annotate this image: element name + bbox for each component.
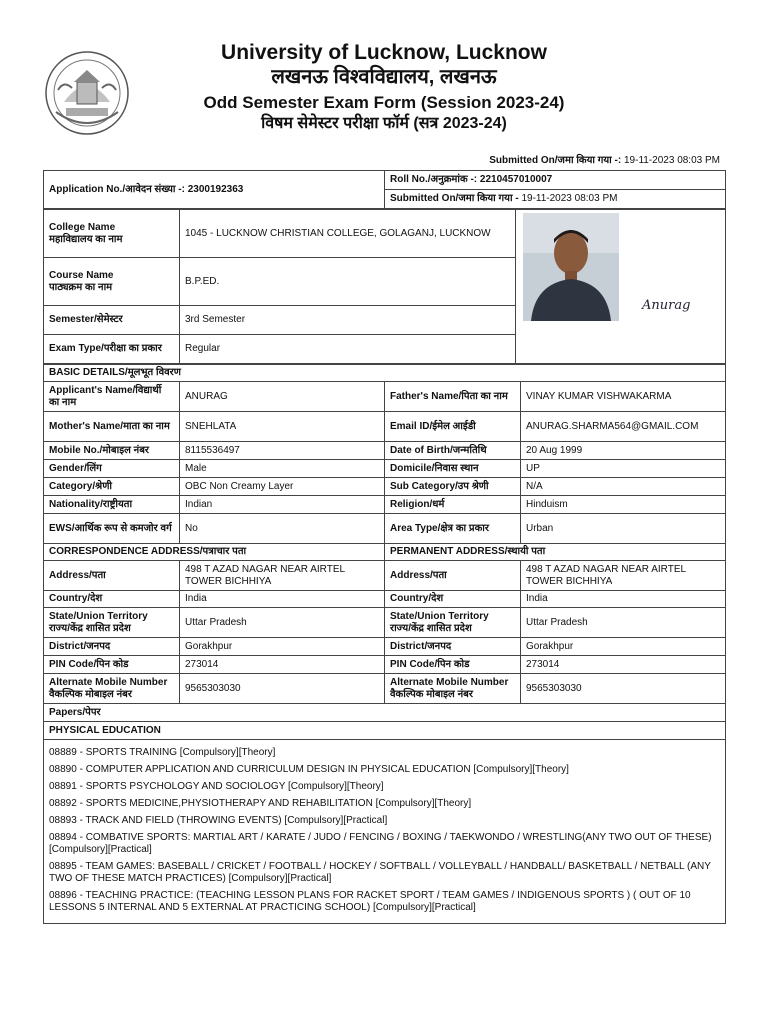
gender-value: Male xyxy=(180,460,385,478)
father-name-value: VINAY KUMAR VISHWAKARMA xyxy=(521,382,726,412)
college-name-value: 1045 - LUCKNOW CHRISTIAN COLLEGE, GOLAGANJ, LUCKNOW xyxy=(180,210,516,258)
submitted-on-table-value: 19-11-2023 08:03 PM xyxy=(521,193,618,204)
roll-no-cell xyxy=(385,171,726,190)
perm-country-label: Country/देश xyxy=(385,591,521,608)
nationality-label: Nationality/राष्ट्रीयता xyxy=(44,496,180,514)
religion-label: Religion/धर्म xyxy=(385,496,521,514)
papers-list xyxy=(44,740,726,924)
corr-district-value: Gorakhpur xyxy=(180,638,385,656)
applicant-photo xyxy=(523,213,619,321)
area-type-value: Urban xyxy=(521,514,726,544)
form-title-en: Odd Semester Exam Form (Session 2023-24) xyxy=(203,93,565,112)
email-value: ANURAG.SHARMA564@GMAIL.COM xyxy=(521,412,726,442)
paper-item: 08891 - SPORTS PSYCHOLOGY AND SOCIOLOGY [Compulsory][Theory] xyxy=(49,781,384,792)
corr-country-label: Country/देश xyxy=(44,591,180,608)
form-header xyxy=(0,40,768,134)
submitted-on-label: Submitted On/जमा किया गया -: xyxy=(489,155,622,166)
application-no-cell xyxy=(44,171,385,209)
correspondence-address-heading: CORRESPONDENCE ADDRESS/पत्राचार पता xyxy=(44,544,385,561)
paper-item: 08896 - TEACHING PRACTICE: (TEACHING LESSON PLANS FOR RACKET SPORT / TEAM GAMES / INDIGENOUS SPORTS ) ( OUT OF 10 LESSONS 5 INTERNAL AND 5 EXTERNAL AT PRACTICING SCHOOL) [Compulsory][Practical] xyxy=(49,890,691,913)
roll-no-label: Roll No./अनुक्रमांक -: xyxy=(390,174,478,185)
basic-details-heading: BASIC DETAILS/मूलभूत विवरण xyxy=(44,365,726,382)
corr-address-value: 498 T AZAD NAGAR NEAR AIRTEL TOWER BICHHIYA xyxy=(180,561,385,591)
application-no-label: Application No./आवेदन संख्या -: xyxy=(49,183,185,195)
nationality-value: Indian xyxy=(180,496,385,514)
paper-item: 08893 - TRACK AND FIELD (THROWING EVENTS) [Compulsory][Practical] xyxy=(49,815,388,826)
svg-text:Anurag: Anurag xyxy=(641,298,691,313)
semester-value: 3rd Semester xyxy=(180,306,516,335)
corr-alt-mobile-label: Alternate Mobile Number वैकल्पिक मोबाइल नंबर xyxy=(44,674,180,704)
father-name-label: Father's Name/पिता का नाम xyxy=(385,382,521,412)
form-title-hi: विषम सेमेस्टर परीक्षा फॉर्म (सत्र 2023-24) xyxy=(261,115,507,132)
course-table xyxy=(43,209,726,364)
perm-pin-label: PIN Code/पिन कोड xyxy=(385,656,521,674)
applicant-signature xyxy=(622,285,718,321)
applicant-name-value: ANURAG xyxy=(180,382,385,412)
submitted-on-value: 19-11-2023 08:03 PM xyxy=(624,155,720,166)
mother-name-value: SNEHLATA xyxy=(180,412,385,442)
perm-alt-mobile-value: 9565303030 xyxy=(521,674,726,704)
paper-item: 08894 - COMBATIVE SPORTS: MARTIAL ART / KARATE / JUDO / FENCING / BOXING / TAEKWONDO / WRESTLING(ANY TWO OUT OF THESE) [Compulsory][Practical] xyxy=(49,832,712,855)
perm-country-value: India xyxy=(521,591,726,608)
papers-subject: PHYSICAL EDUCATION xyxy=(44,722,726,740)
corr-district-label: District/जनपद xyxy=(44,638,180,656)
gender-label: Gender/लिंग xyxy=(44,460,180,478)
paper-item: 08890 - COMPUTER APPLICATION AND CURRICULUM DESIGN IN PHYSICAL EDUCATION [Compulsory][Theory] xyxy=(49,764,569,775)
perm-district-value: Gorakhpur xyxy=(521,638,726,656)
paper-item: 08895 - TEAM GAMES: BASEBALL / CRICKET / FOOTBALL / HOCKEY / SOFTBALL / VOLLEYBALL / HANDBALL/ BASKETBALL / NETBALL (ANY TWO OF THESE MATCH PRACTICES) [Compulsory][Practical] xyxy=(49,861,711,884)
category-label: Category/श्रेणी xyxy=(44,478,180,496)
corr-address-label: Address/पता xyxy=(44,561,180,591)
submitted-on-table-label: Submitted On/जमा किया गया - xyxy=(390,193,519,204)
corr-pin-label: PIN Code/पिन कोड xyxy=(44,656,180,674)
course-name-value: B.P.ED. xyxy=(180,258,516,306)
details-table xyxy=(43,364,726,924)
paper-item: 08889 - SPORTS TRAINING [Compulsory][Theory] xyxy=(49,747,276,758)
perm-state-label: State/Union Territory राज्य/केंद्र शासित प्रदेश xyxy=(385,608,521,638)
corr-state-label: State/Union Territory राज्य/केंद्र शासित प्रदेश xyxy=(44,608,180,638)
perm-pin-value: 273014 xyxy=(521,656,726,674)
category-value: OBC Non Creamy Layer xyxy=(180,478,385,496)
university-name-en: University of Lucknow, Lucknow xyxy=(221,41,547,64)
course-name-label: Course Name पाठ्यक्रम का नाम xyxy=(44,258,180,306)
subcategory-value: N/A xyxy=(521,478,726,496)
religion-value: Hinduism xyxy=(521,496,726,514)
perm-district-label: District/जनपद xyxy=(385,638,521,656)
domicile-value: UP xyxy=(521,460,726,478)
college-name-label: College Name महाविद्यालय का नाम xyxy=(44,210,180,258)
mobile-label: Mobile No./मोबाइल नंबर xyxy=(44,442,180,460)
exam-type-value: Regular xyxy=(180,335,516,364)
ews-value: No xyxy=(180,514,385,544)
roll-no-value: 2210457010007 xyxy=(479,174,553,185)
dob-value: 20 Aug 1999 xyxy=(521,442,726,460)
application-table xyxy=(43,170,726,209)
perm-address-value: 498 T AZAD NAGAR NEAR AIRTEL TOWER BICHHIYA xyxy=(521,561,726,591)
submitted-on-top xyxy=(489,152,720,166)
semester-label: Semester/सेमेस्टर xyxy=(44,306,180,335)
perm-address-label: Address/पता xyxy=(385,561,521,591)
papers-heading: Papers/पेपर xyxy=(44,704,726,722)
submitted-on-cell xyxy=(385,190,726,209)
university-name-hi: लखनऊ विश्वविद्यालय, लखनऊ xyxy=(271,66,497,88)
permanent-address-heading: PERMANENT ADDRESS/स्थायी पता xyxy=(385,544,726,561)
area-type-label: Area Type/क्षेत्र का प्रकार xyxy=(385,514,521,544)
application-no-value: 2300192363 xyxy=(187,183,244,195)
perm-alt-mobile-label: Alternate Mobile Number वैकल्पिक मोबाइल नंबर xyxy=(385,674,521,704)
subcategory-label: Sub Category/उप श्रेणी xyxy=(385,478,521,496)
ews-label: EWS/आर्थिक रूप से कमजोर वर्ग xyxy=(44,514,180,544)
corr-country-value: India xyxy=(180,591,385,608)
dob-label: Date of Birth/जन्मतिथि xyxy=(385,442,521,460)
photo-cell xyxy=(516,210,726,364)
corr-alt-mobile-value: 9565303030 xyxy=(180,674,385,704)
domicile-label: Domicile/निवास स्थान xyxy=(385,460,521,478)
corr-state-value: Uttar Pradesh xyxy=(180,608,385,638)
perm-state-value: Uttar Pradesh xyxy=(521,608,726,638)
applicant-name-label: Applicant's Name/विद्यार्थी का नाम xyxy=(44,382,180,412)
corr-pin-value: 273014 xyxy=(180,656,385,674)
mother-name-label: Mother's Name/माता का नाम xyxy=(44,412,180,442)
email-label: Email ID/ईमेल आईडी xyxy=(385,412,521,442)
mobile-value: 8115536497 xyxy=(180,442,385,460)
paper-item: 08892 - SPORTS MEDICINE,PHYSIOTHERAPY AND REHABILITATION [Compulsory][Theory] xyxy=(49,798,472,809)
exam-type-label: Exam Type/परीक्षा का प्रकार xyxy=(44,335,180,364)
